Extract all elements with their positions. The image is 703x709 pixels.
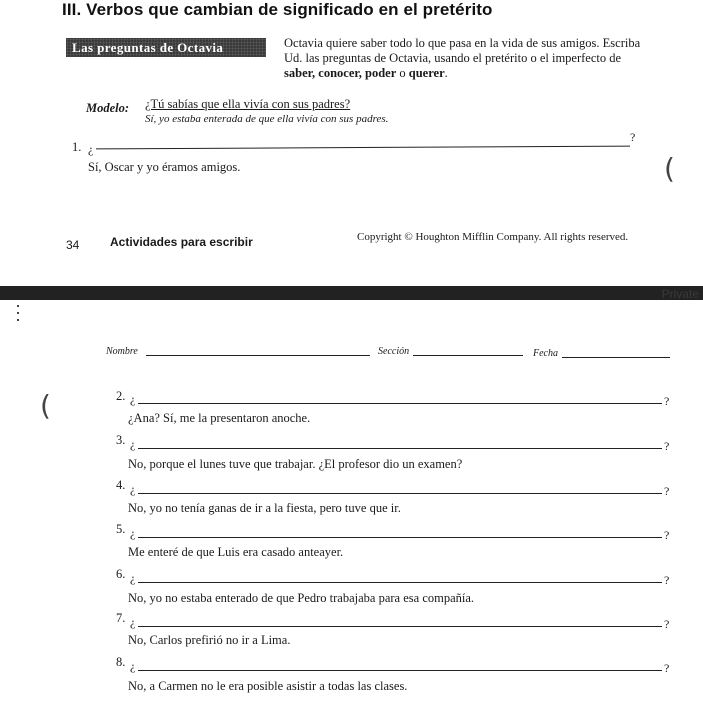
item-answer: No, porque el lunes tuve que trabajar. ¿El profesor dio un examen? (128, 457, 463, 471)
seccion-label: Sección (378, 346, 410, 357)
section-heading: III. Verbos que cambian de significado en el pretérito (62, 0, 493, 19)
answer-line[interactable] (96, 146, 630, 150)
close-question-mark: ? (630, 130, 636, 144)
open-question-mark: ¿ (130, 392, 136, 406)
item-answer: ¿Ana? Sí, me la presentaron anoche. (128, 411, 311, 425)
margin-mark-icon: ( (40, 389, 51, 422)
answer-line[interactable] (138, 403, 662, 404)
close-question-mark: ? (664, 661, 670, 675)
instructions-text (284, 36, 644, 81)
open-question-mark: ¿ (130, 437, 136, 451)
item-answer: No, a Carmen no le era posible asistir a todas las clases. (128, 679, 408, 693)
close-question-mark: ? (664, 439, 670, 453)
answer-line[interactable] (138, 626, 662, 627)
item-answer: Me enteré de que Luis era casado anteayer. (128, 545, 344, 559)
fecha-field[interactable] (562, 357, 670, 358)
open-question-mark: ¿ (130, 571, 136, 585)
nombre-field[interactable] (146, 355, 370, 356)
item-number: 6. (116, 567, 126, 581)
item-number: 7. (116, 611, 126, 625)
item-number: 2. (116, 389, 126, 403)
item-number: 5. (116, 522, 126, 536)
close-question-mark: ? (664, 573, 670, 587)
item-answer: No, yo no tenía ganas de ir a la fiesta, pero tuve que ir. (128, 501, 401, 515)
close-question-mark: ? (664, 617, 670, 631)
modelo-label: Modelo: (86, 101, 130, 115)
answer-line[interactable] (138, 582, 662, 583)
open-question-mark: ¿ (130, 526, 136, 540)
item-answer: No, Carlos prefirió no ir a Lima. (128, 633, 291, 647)
answer-line[interactable] (138, 670, 662, 671)
nombre-label: Nombre (106, 346, 138, 357)
modelo-question: ¿Tú sabías que ella vivía con sus padres? (145, 97, 351, 111)
answer-line[interactable] (138, 537, 662, 538)
seccion-field[interactable] (413, 355, 523, 356)
book-title: Actividades para escribir (110, 235, 253, 249)
close-question-mark: ? (664, 528, 670, 542)
open-question-mark: ¿ (130, 659, 136, 673)
item-number: 1. (72, 140, 82, 154)
close-question-mark: ? (664, 484, 670, 498)
copyright-notice: Copyright © Houghton Mifflin Company. All rights reserved. (357, 231, 629, 243)
open-question-mark: ¿ (130, 615, 136, 629)
fecha-label: Fecha (533, 348, 558, 359)
item-answer: No, yo no estaba enterado de que Pedro trabajaba para esa compañía. (128, 591, 475, 605)
instructions-part1: Octavia quiere saber todo lo que pasa en la vida de sus amigos. Escriba Ud. las preguntas de Octavia, usando el pretérito o el imperfecto de (284, 36, 641, 65)
close-question-mark: ? (664, 394, 670, 408)
item-number: 8. (116, 655, 126, 669)
item-number: 3. (116, 433, 126, 447)
item-number: 4. (116, 478, 126, 492)
modelo-answer: Sí, yo estaba enterada de que ella vivía con sus padres. (145, 113, 389, 125)
open-question-mark: ¿ (130, 482, 136, 496)
open-question-mark: ¿ (88, 142, 94, 156)
instructions-last-verb: querer (408, 66, 445, 80)
more-options-icon[interactable] (17, 305, 19, 325)
private-label: Private (661, 287, 699, 301)
instructions-end: . (444, 66, 448, 80)
instructions-bold-verbs: saber, conocer, poder (284, 66, 397, 80)
item-answer: Sí, Oscar y yo éramos amigos. (88, 160, 241, 174)
answer-line[interactable] (138, 448, 662, 449)
instructions-mid: o (396, 66, 409, 80)
page-number: 34 (66, 238, 80, 252)
activity-badge: Las preguntas de Octavia (66, 38, 266, 57)
answer-line[interactable] (138, 493, 662, 494)
page-divider (0, 286, 703, 300)
margin-mark-icon: ( (664, 152, 675, 185)
